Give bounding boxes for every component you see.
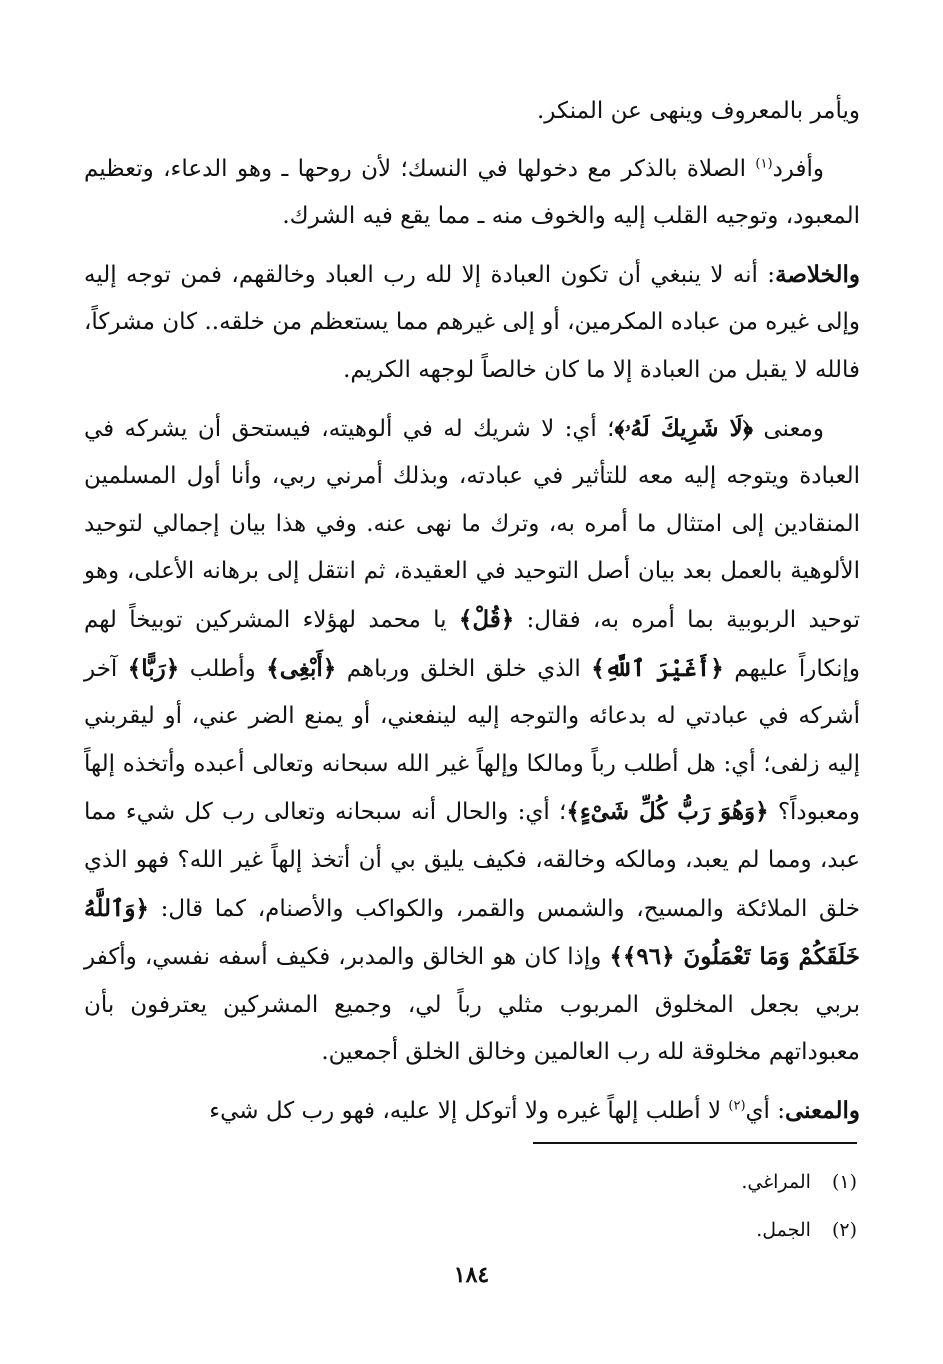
paragraph-meaning-2	[84, 1087, 860, 1136]
footnote-number: (٢)	[831, 1219, 857, 1241]
footnote-text: المراغي.	[741, 1171, 811, 1193]
text: وأطلب	[179, 655, 267, 682]
quran-quote: ﴿لَا شَرِيكَ لَهُۥ﴾	[614, 414, 753, 442]
text: : أي	[745, 1097, 785, 1124]
text: وأفرد	[772, 155, 824, 182]
quran-quote: ﴿قُلْ﴾	[458, 605, 515, 633]
text: يا محمد لهؤلاء المشركين توبيخاً لهم وإنكاراً عليهم	[84, 606, 860, 682]
footnote-ref-2: (٢)	[728, 1098, 746, 1114]
spacer	[84, 241, 860, 251]
footnote-item	[457, 1206, 857, 1254]
spacer	[84, 136, 860, 146]
spacer	[84, 395, 860, 405]
heading-meaning: والمعنى	[784, 1096, 860, 1124]
text: ؛ أي: لا شريك له في ألوهيته، فيستحق أن يشركه في العبادة ويتوجه إليه معه للتأثير في عبادته، وبذلك أمرني ربي، وأنا أول المسلمين المنقادين إلى امتثال ما أمره به، وترك ما نهى عنه. وفي هذا بيان إجمالي لتوحيد الألوهية بالعمل بعد بيان أصل التوحيد في العقيدة، ثم انتقل إلى برهانه الأعلى، وهو توحيد الربوبية بما أمره به، فقال:	[84, 415, 860, 633]
text: ومعنى	[752, 415, 824, 442]
text: : أنه لا ينبغي أن تكون العبادة إلا لله رب العباد وخالقهم، فمن توجه إليه وإلى غيره من عباده المكرمين، أو إلى غيرهم مما يستعظم من خلقه.. كان مشركاً، فالله لا يقبل من العبادة إلا ما كان خالصاً لوجهه الكريم.	[84, 261, 860, 383]
text: آخر أشركه في عبادتي له بدعائه والتوجه إليه لينفعني، أو يمنع الضر عني، أو ليقربني إليه زلفى؛ أي: هل أطلب رباً ومالكا وإلهاً غير الله سبحانه وتعالى أعبده وأتخذه إلهاً ومعبوداً؟	[84, 655, 861, 826]
paragraph-intro	[84, 88, 860, 136]
footnote-ref-1: (١)	[755, 155, 773, 171]
footnotes	[457, 1158, 857, 1254]
page-body	[84, 88, 860, 1135]
spacer	[84, 1077, 860, 1087]
text: الذي خلق الخلق ورباهم	[336, 655, 592, 682]
page-number: ١٨٤	[453, 1262, 490, 1288]
footnote-divider	[533, 1142, 857, 1144]
text: ويأمر بالمعروف وينهى عن المنكر.	[536, 98, 860, 124]
paragraph-meaning	[84, 405, 860, 1077]
heading-summary: والخلاصة	[775, 260, 860, 288]
paragraph-summary	[84, 251, 860, 395]
quran-quote: ﴿وَهُوَ رَبُّ كُلِّ شَىْءٍ﴾	[566, 798, 769, 826]
quran-quote: ﴿أَبْغِى﴾	[266, 654, 337, 682]
quran-quote: ﴿رَبًّا﴾	[127, 654, 180, 682]
text: وإذا كان هو الخالق والمدبر، فكيف أسفه نفسي، وأكفر بربي بجعل المخلوق المربوب مثلي رباً لي، وجميع المشركين يعترفون بأن معبوداتهم مخلوقة لله رب العالمين وخالق الخلق أجمعين.	[84, 944, 860, 1066]
quran-quote: ﴿أَغَيْرَ ٱللَّهِ﴾	[591, 654, 724, 682]
text: الصلاة بالذكر مع دخولها في النسك؛ لأن روحها ـ وهو الدعاء، وتعظيم المعبود، وتوجيه القلب إليه والخوف منه ـ مما يقع فيه الشرك.	[84, 155, 860, 230]
footnote-text: الجمل.	[756, 1219, 811, 1241]
text: ؛ أي: والحال أنه سبحانه وتعالى رب كل شيء مما عبد، ومما لم يعبد، ومالكه وخالقه، فكيف يليق بي أن أتخذ إلهاً غير الله؟ فهو الذي خلق الملائكة والمسيح، والشمس والقمر، والكواكب والأصنام، كما قال:	[84, 799, 860, 922]
text: لا أطلب إلهاً غيره ولا أتوكل إلا عليه، فهو رب كل شيء	[209, 1097, 729, 1124]
footnote-number: (١)	[831, 1171, 857, 1193]
quran-quote: ﴿وَٱللَّهُ خَلَقَكُمْ وَمَا تَعْمَلُونَ ﴿٩٦﴾﴾	[84, 894, 860, 971]
paragraph-prayer	[84, 146, 860, 241]
footnote-item	[457, 1158, 857, 1206]
